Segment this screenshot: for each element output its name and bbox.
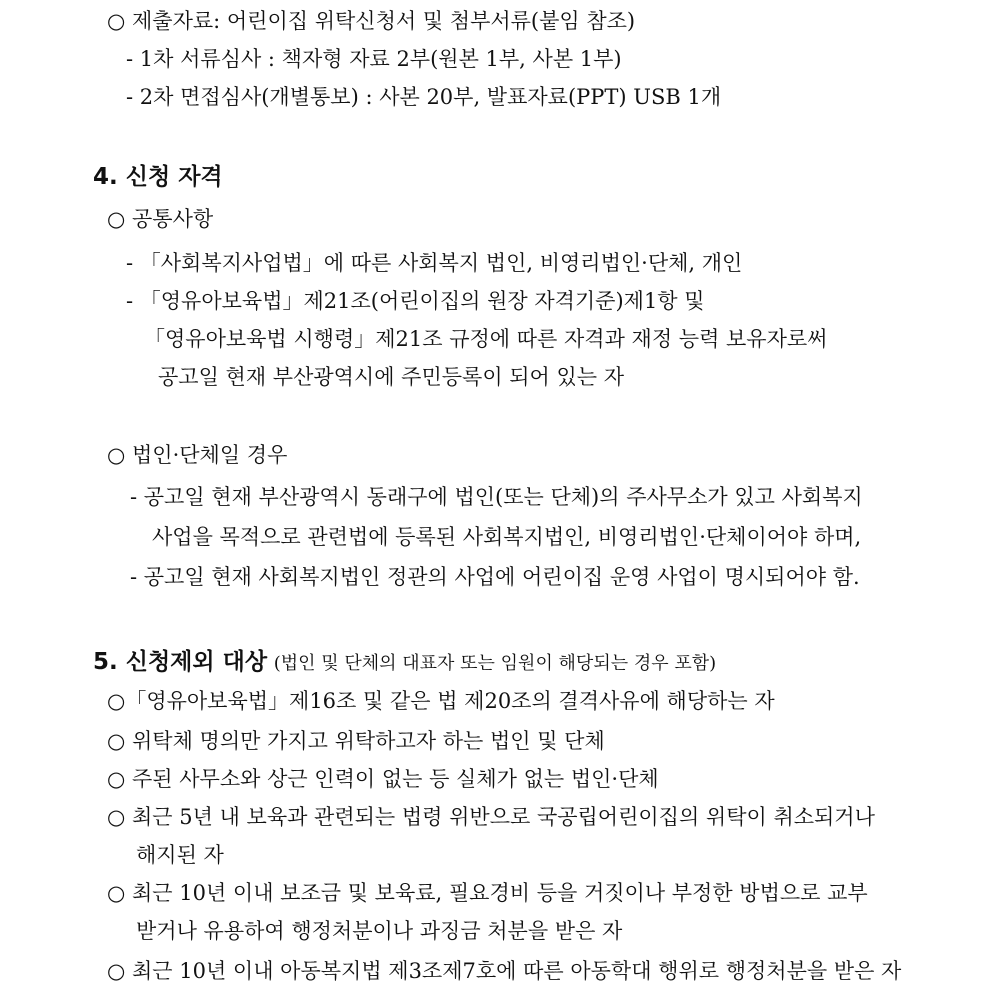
exclusion-item-3: ○ 주된 사무소와 상근 인력이 없는 등 실체가 없는 법인·단체 — [107, 767, 659, 791]
second-review-item: - 2차 면접심사(개별통보) : 사본 20부, 발표자료(PPT) USB 1개 — [126, 85, 722, 109]
exclusion-item-5: ○ 최근 10년 이내 보조금 및 보육료, 필요경비 등을 거짓이나 부정한 방법으로 교부 — [107, 881, 868, 905]
first-review-item: - 1차 서류심사 : 책자형 자료 2부(원본 1부, 사본 1부) — [126, 47, 622, 71]
common-req-line-2b: 「영유아보육법 시행령」제21조 규정에 따른 자격과 재정 능력 보유자로써 — [144, 327, 828, 351]
common-req-line-1: - 「사회복지사업법」에 따른 사회복지 법인, 비영리법인·단체, 개인 — [126, 251, 743, 275]
exclusion-item-6: ○ 최근 10년 이내 아동복지법 제3조제7호에 따른 아동학대 행위로 행정처분을 받은 자 — [107, 959, 902, 983]
exclusion-item-4-cont: 해지된 자 — [136, 843, 224, 867]
exclusion-item-5-cont: 받거나 유용하여 행정처분이나 과징금 처분을 받은 자 — [136, 919, 623, 943]
common-req-line-2: - 「영유아보육법」제21조(어린이집의 원장 자격기준)제1항 및 — [126, 289, 705, 313]
exclusion-item-2: ○ 위탁체 명의만 가지고 위탁하고자 하는 법인 및 단체 — [107, 729, 605, 753]
corp-req-line-1b: 사업을 목적으로 관련법에 등록된 사회복지법인, 비영리법인·단체이어야 하며, — [152, 525, 862, 549]
section-4-title: 4. 신청 자격 — [93, 164, 223, 190]
corp-req-line-2: - 공고일 현재 사회복지법인 정관의 사업에 어린이집 운영 사업이 명시되어야 함. — [130, 565, 860, 589]
corporation-item: ○ 법인·단체일 경우 — [107, 443, 288, 467]
section-5-title: 5. 신청제외 대상 — [93, 649, 268, 675]
exclusion-item-4: ○ 최근 5년 내 보육과 관련되는 법령 위반으로 국공립어린이집의 위탁이 취소되거나 — [107, 805, 875, 829]
corp-req-line-1: - 공고일 현재 부산광역시 동래구에 법인(또는 단체)의 주사무소가 있고 사회복지 — [130, 485, 863, 509]
exclusion-item-1: ○「영유아보육법」제16조 및 같은 법 제20조의 결격사유에 해당하는 자 — [107, 689, 775, 713]
section-5-heading — [93, 647, 716, 679]
common-req-line-2c: 공고일 현재 부산광역시에 주민등록이 되어 있는 자 — [158, 365, 625, 389]
section-5-note: (법인 및 단체의 대표자 또는 임원이 해당되는 경우 포함) — [273, 653, 717, 674]
submission-docs-item: ○ 제출자료: 어린이집 위탁신청서 및 첨부서류(붙임 참조) — [107, 9, 636, 33]
common-requirements-item: ○ 공통사항 — [107, 207, 214, 231]
